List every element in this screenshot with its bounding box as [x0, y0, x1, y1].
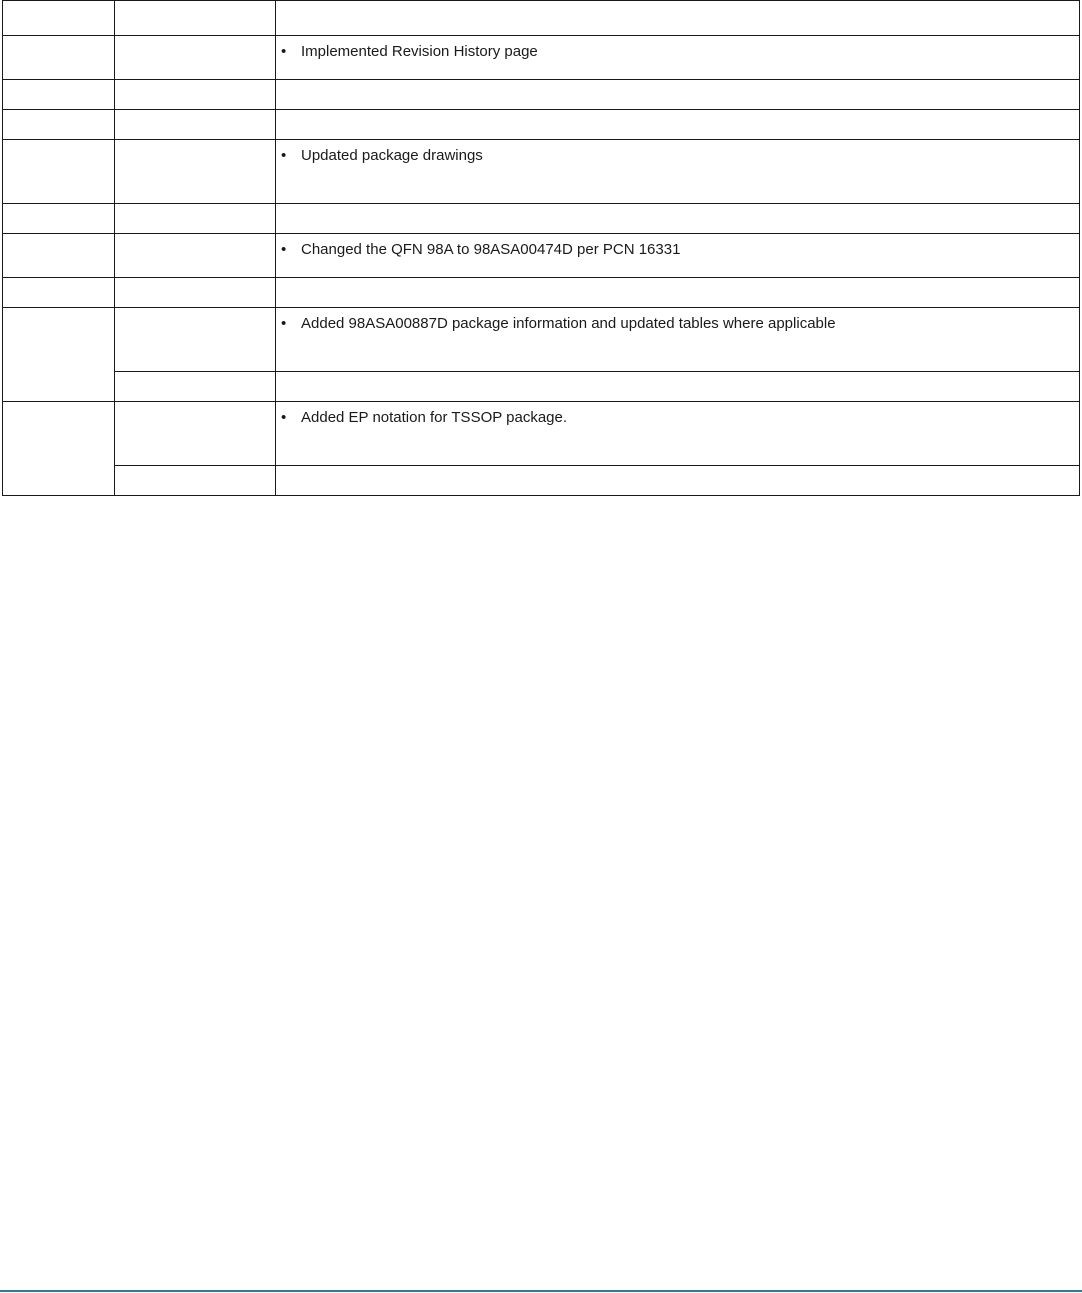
table-row — [3, 308, 1080, 372]
revision-cell — [3, 110, 115, 140]
revision-cell — [3, 278, 115, 308]
table-row — [3, 1, 1080, 36]
revision-cell — [3, 204, 115, 234]
description-text: Added EP notation for TSSOP package. — [301, 409, 568, 426]
table-row — [3, 372, 1080, 402]
description-text: Updated package drawings — [301, 147, 483, 164]
description-cell — [276, 140, 1080, 204]
description-cell — [276, 372, 1080, 402]
date-cell — [115, 204, 276, 234]
date-cell — [115, 110, 276, 140]
description-text: Added 98ASA00887D package information and updated tables where applicable — [301, 315, 836, 332]
date-cell — [115, 466, 276, 496]
description-cell — [276, 204, 1080, 234]
revision-cell — [3, 1, 115, 36]
footer-rule — [0, 1290, 1082, 1292]
table-row — [3, 466, 1080, 496]
revision-cell — [3, 80, 115, 110]
description-cell — [276, 36, 1080, 80]
description-cell — [276, 80, 1080, 110]
date-cell — [115, 372, 276, 402]
description-cell — [276, 466, 1080, 496]
description-cell — [276, 402, 1080, 466]
revision-cell — [3, 140, 115, 204]
description-cell — [276, 278, 1080, 308]
table-row — [3, 80, 1080, 110]
table-row — [3, 204, 1080, 234]
revision-cell — [3, 234, 115, 278]
table-row — [3, 278, 1080, 308]
revision-cell — [3, 402, 115, 496]
description-cell — [276, 308, 1080, 372]
bullet-icon: • — [281, 315, 287, 332]
date-cell — [115, 80, 276, 110]
description-cell — [276, 234, 1080, 278]
table-row — [3, 140, 1080, 204]
table-row — [3, 110, 1080, 140]
revision-cell — [3, 308, 115, 402]
table-row — [3, 234, 1080, 278]
date-cell — [115, 1, 276, 36]
description-cell — [276, 1, 1080, 36]
date-cell — [115, 278, 276, 308]
revision-history-table — [2, 0, 1080, 496]
date-cell — [115, 36, 276, 80]
date-cell — [115, 140, 276, 204]
date-cell — [115, 402, 276, 466]
bullet-icon: • — [281, 241, 287, 258]
bullet-icon: • — [281, 409, 287, 426]
bullet-icon: • — [281, 147, 287, 164]
description-text: Changed the QFN 98A to 98ASA00474D per PCN 16331 — [301, 241, 681, 258]
date-cell — [115, 234, 276, 278]
table-row — [3, 402, 1080, 466]
date-cell — [115, 308, 276, 372]
revision-cell — [3, 36, 115, 80]
table-row — [3, 36, 1080, 80]
description-text: Implemented Revision History page — [301, 43, 538, 60]
bullet-icon: • — [281, 43, 287, 60]
description-cell — [276, 110, 1080, 140]
